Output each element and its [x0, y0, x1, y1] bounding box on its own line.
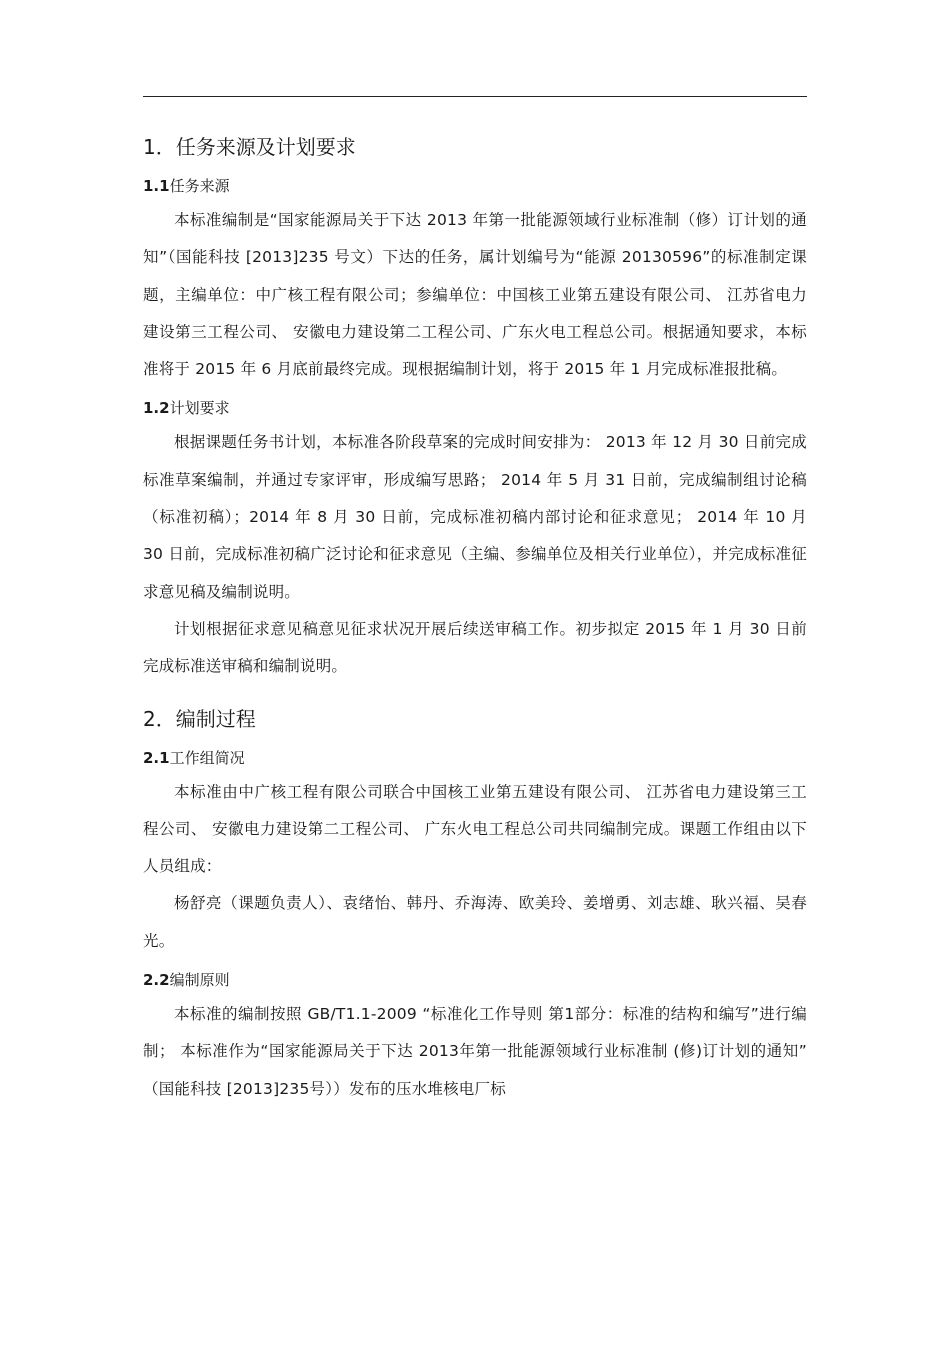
paragraph-members: 杨舒亮（课题负责人）、袁绪怡、韩丹、乔海涛、欧美玲、姜增勇、刘志雄、耿兴福、吴春光。: [143, 894, 807, 950]
paragraph-task-source: 本标准编制是“国家能源局关于下达 2013 年第一批能源领域行业标准制（修）订计划的通知”（国能科技 [2013]235 号文）下达的任务，属计划编号为“能源 20130596”的标准制定课题，主编单位：中广核工程有限公司；参编单位：中国核工业第五建设有限公司、 江苏省电力建设第三工程公司、 安徽电力建设第二工程公司、广东火电工程总公司。根据通知要求，本标准将于 2015 年 6 月底前最终完成。现根据编制计划，将于 2015 年 1 月完成标准报批稿。: [143, 211, 807, 379]
subsection-heading-2-2: [143, 964, 807, 996]
subsection-number: 1.1: [143, 177, 170, 195]
subsection-title: 编制原则: [169, 971, 230, 990]
section-heading-2: 2．编制过程: [143, 706, 256, 731]
subsection-title: 任务来源: [169, 177, 230, 195]
section-heading-1: 1．任务来源及计划要求: [143, 135, 356, 159]
paragraph-plan-followup: 计划根据征求意见稿意见征求状况开展后续送审稿工作。初步拟定 2015 年 1 月 30 日前完成标准送审稿和编制说明。: [143, 619, 807, 676]
subsection-heading-1-1: [143, 170, 807, 202]
subsection-number: 2.2: [143, 971, 170, 990]
document-body: [143, 128, 807, 1108]
paragraph-workgroup: 本标准由中广核工程有限公司联合中国核工业第五建设有限公司、 江苏省电力建设第三工程公司、 安徽电力建设第二工程公司、 广东火电工程总公司共同编制完成。课题工作组由以下人员组成：: [143, 782, 807, 876]
subsection-title: 计划要求: [169, 399, 230, 418]
subsection-number: 1.2: [143, 399, 170, 418]
paragraph-principles: 本标准的编制按照 GB/T1.1-2009 “标准化工作导则 第1部分：标准的结构和编写”进行编制； 本标准作为“国家能源局关于下达 2013年第一批能源领域行业标准制 (修)订计划的通知” （国能科技 [2013]235号））发布的压水堆核电厂标: [143, 1005, 807, 1098]
subsection-heading-2-1: [143, 742, 807, 774]
subsection-number: 2.1: [143, 748, 170, 767]
header-rule: [143, 96, 807, 97]
subsection-title: 工作组简况: [169, 748, 245, 767]
paragraph-plan-schedule: 根据课题任务书计划，本标准各阶段草案的完成时间安排为： 2013 年 12 月 30 日前完成标准草案编制，并通过专家评审，形成编写思路； 2014 年 5 月 31 日前，完成编制组讨论稿（标准初稿）；2014 年 8 月 30 日前，完成标准初稿内部讨论和征求意见； 2014 年 10 月 30 日前，完成标准初稿广泛讨论和征求意见（主编、参编单位及相关行业单位），并完成标准征求意见稿及编制说明。: [143, 433, 807, 601]
subsection-heading-1-2: [143, 392, 807, 424]
